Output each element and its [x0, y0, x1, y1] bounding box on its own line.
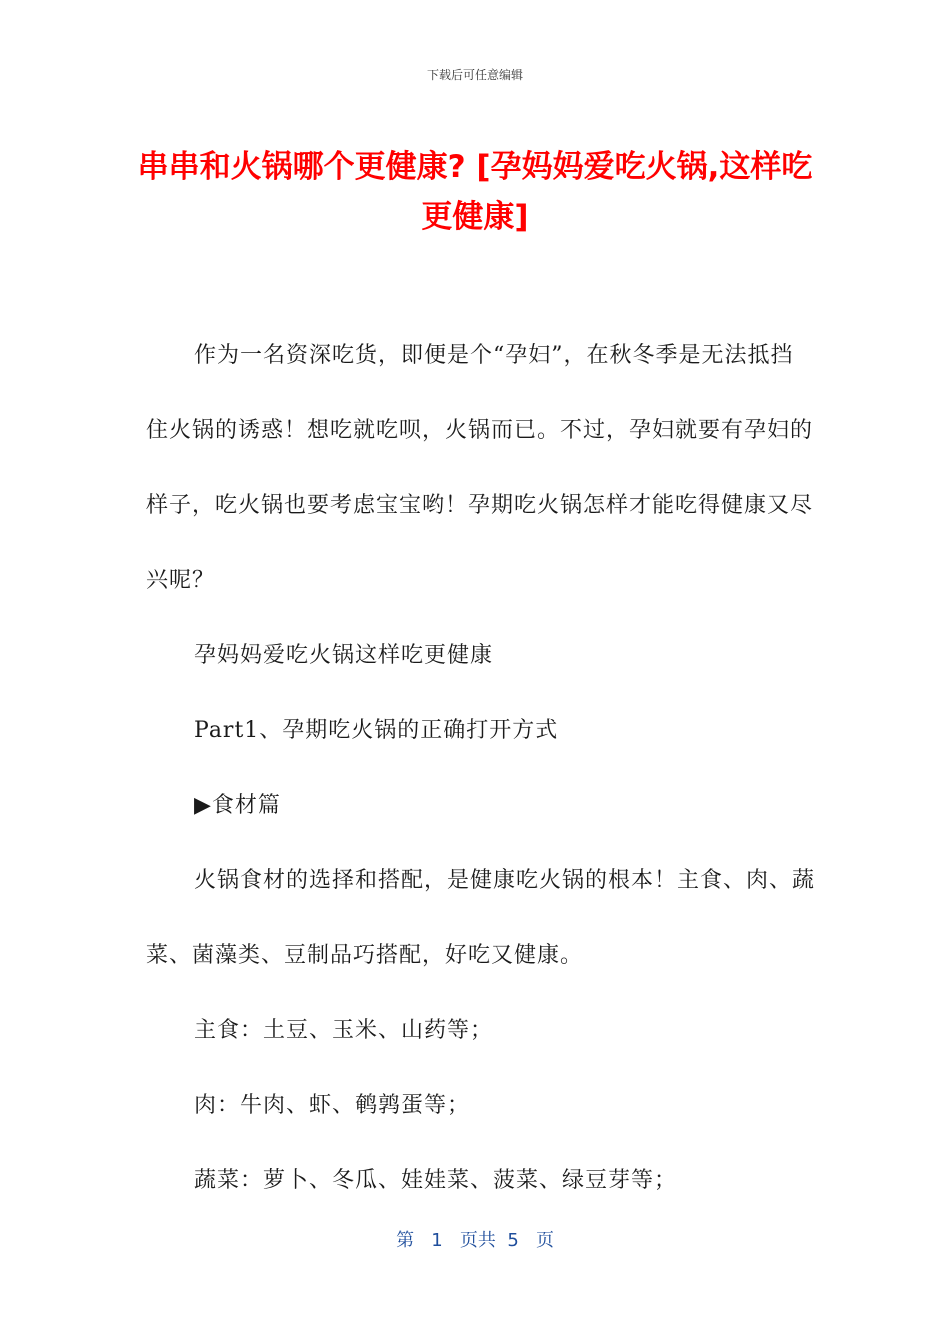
paragraph: 作为一名资深吃货，即便是个“孕妇”，在秋冬季是无法抵挡住火锅的诱惑！想吃就吃呗，火锅而已。不过，孕妇就要有孕妇的样子，吃火锅也要考虑宝宝哟！孕期吃火锅怎样才能吃得健康又尽兴呢？ — [146, 343, 814, 593]
paragraph: 火锅食材的选择和搭配，是健康吃火锅的根本！主食、肉、蔬菜、菌藻类、豆制品巧搭配，好吃又健康。 — [146, 868, 816, 968]
paragraph: Part1、孕期吃火锅的正确打开方式 — [194, 718, 559, 743]
footer-prefix: 第 — [396, 1230, 415, 1251]
paragraph: 孕妈妈爱吃火锅这样吃更健康 — [194, 643, 494, 668]
footer-current-page: 1 — [431, 1230, 443, 1251]
list-item: 肉：牛肉、虾、鹌鹑蛋等； — [194, 1093, 471, 1118]
footer-suffix: 页 — [535, 1230, 554, 1251]
list-item: 蔬菜：萝卜、冬瓜、娃娃菜、菠菜、绿豆芽等； — [194, 1168, 678, 1193]
header-note: 下载后可任意编辑 — [426, 68, 523, 82]
section-heading: ▶食材篇 — [194, 793, 281, 818]
footer-total-pages: 5 — [507, 1230, 519, 1251]
page-footer — [0, 1226, 950, 1252]
document-title: 串串和火锅哪个更健康? [孕妈妈爱吃火锅,这样吃更健康] — [137, 149, 813, 235]
list-item: 主食：土豆、玉米、山药等； — [194, 1018, 494, 1043]
footer-middle: 页共 — [459, 1230, 496, 1251]
document-body — [146, 318, 816, 1218]
